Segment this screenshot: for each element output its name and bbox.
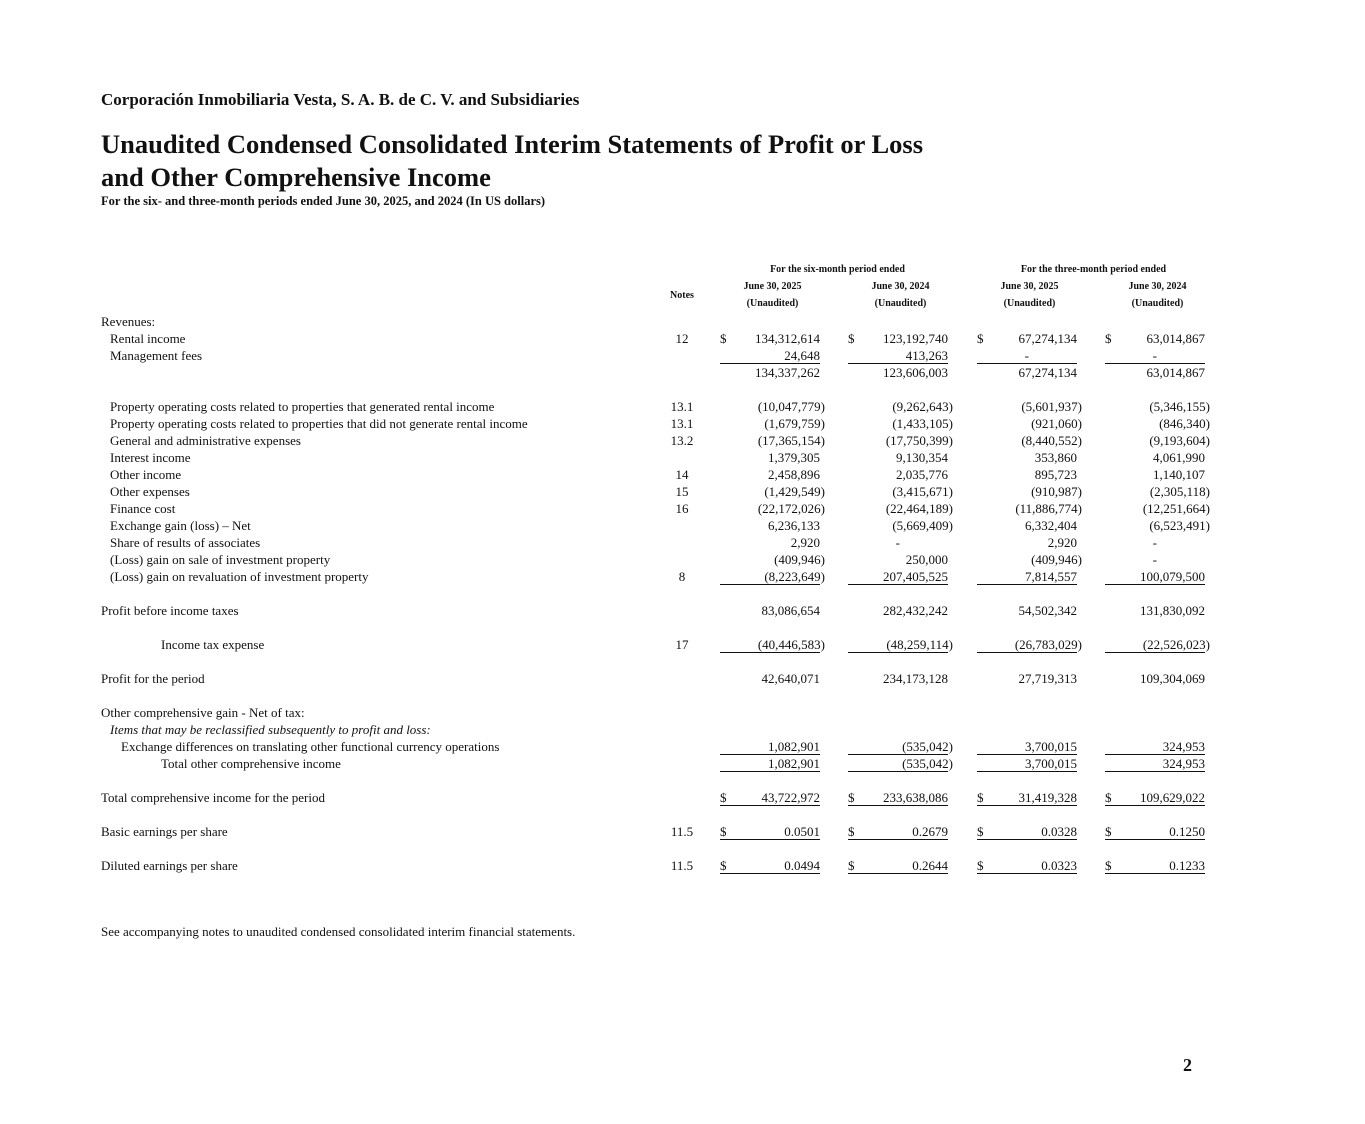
value-cell xyxy=(720,449,820,466)
row-label: Rental income xyxy=(110,331,186,346)
value-text: 207,405,525 xyxy=(883,569,948,584)
value-text: 0.2679 xyxy=(912,824,948,839)
value-text: 67,274,134 xyxy=(1018,331,1077,346)
value-cell xyxy=(1105,636,1210,653)
value-text: 63,014,867 xyxy=(1146,331,1205,346)
value-text: (1,679,759) xyxy=(764,416,825,431)
value-text: 27,719,313 xyxy=(1018,671,1077,686)
company-name: Corporación Inmobiliaria Vesta, S. A. B. de C. V. and Subsidiaries xyxy=(101,90,580,109)
value-text: (9,193,604) xyxy=(1149,433,1210,448)
currency-symbol: $ xyxy=(1105,824,1112,839)
value-text: (921,060) xyxy=(1031,416,1082,431)
value-cell xyxy=(848,602,948,619)
currency-symbol: $ xyxy=(1105,858,1112,873)
value-text: (3,415,671) xyxy=(892,484,953,499)
col2-status: (Unaudited) xyxy=(874,298,927,309)
row-label: General and administrative expenses xyxy=(110,433,301,448)
value-cell xyxy=(720,517,820,534)
value-cell xyxy=(848,755,953,772)
value-cell xyxy=(977,330,1077,347)
value-text: (409,946) xyxy=(1031,552,1082,567)
currency-symbol: $ xyxy=(848,790,855,805)
row-spacer xyxy=(101,772,1221,789)
value-text: 4,061,990 xyxy=(1153,450,1205,465)
value-cell xyxy=(720,483,825,500)
value-text: (2,305,118) xyxy=(1149,484,1210,499)
row-label: Diluted earnings per share xyxy=(101,858,238,873)
value-cell xyxy=(848,466,948,483)
value-cell xyxy=(848,500,953,517)
value-text: 0.2644 xyxy=(912,858,948,873)
value-cell xyxy=(720,636,825,653)
value-text: 43,722,972 xyxy=(761,790,820,805)
value-cell xyxy=(977,347,1077,364)
value-text: 123,192,740 xyxy=(883,331,948,346)
value-cell xyxy=(848,534,948,551)
statement-row xyxy=(101,551,1221,568)
statement-row xyxy=(101,636,1221,653)
value-text: 0.0328 xyxy=(1041,824,1077,839)
currency-symbol: $ xyxy=(848,858,855,873)
value-cell xyxy=(720,755,820,772)
value-text: 54,502,342 xyxy=(1018,603,1077,618)
value-cell xyxy=(848,670,948,687)
value-cell xyxy=(720,602,820,619)
value-text: 324,953 xyxy=(1162,739,1205,754)
value-cell xyxy=(1105,466,1205,483)
value-cell xyxy=(977,449,1077,466)
value-text: (17,365,154) xyxy=(757,433,825,448)
statement-row xyxy=(101,364,1221,381)
value-text: (1,429,549) xyxy=(764,484,825,499)
value-text: (8,223,649) xyxy=(764,569,825,584)
value-text: 3,700,015 xyxy=(1025,739,1077,754)
col3-date: June 30, 2025 xyxy=(1000,281,1059,292)
value-text: 233,638,086 xyxy=(883,790,948,805)
value-cell xyxy=(848,364,948,381)
value-cell xyxy=(977,823,1077,840)
value-text: (26,783,029) xyxy=(1014,637,1082,652)
value-text: (8,440,552) xyxy=(1021,433,1082,448)
value-text: 7,814,557 xyxy=(1025,569,1077,584)
row-note: 14 xyxy=(675,467,689,482)
value-text: 0.0501 xyxy=(784,824,820,839)
value-cell xyxy=(848,857,948,874)
row-note: 11.5 xyxy=(670,858,694,873)
row-label: Income tax expense xyxy=(161,637,265,652)
value-text: (6,523,491) xyxy=(1149,518,1210,533)
col3-status: (Unaudited) xyxy=(1003,298,1056,309)
row-label: Revenues: xyxy=(101,314,156,329)
value-cell xyxy=(720,534,820,551)
currency-symbol: $ xyxy=(1105,331,1112,346)
value-cell xyxy=(1105,483,1210,500)
value-cell xyxy=(1105,823,1205,840)
page-number: 2 xyxy=(1183,1055,1192,1075)
col1-status: (Unaudited) xyxy=(746,298,799,309)
value-text: (10,047,779) xyxy=(757,399,825,414)
value-cell xyxy=(1105,568,1205,585)
value-cell xyxy=(1105,432,1210,449)
currency-symbol: $ xyxy=(977,331,984,346)
value-text: (22,172,026) xyxy=(757,501,825,516)
value-cell xyxy=(848,789,948,806)
value-cell xyxy=(1105,755,1205,772)
value-text: 134,312,614 xyxy=(755,331,820,346)
value-text: (535,042) xyxy=(902,739,953,754)
value-text: (12,251,664) xyxy=(1142,501,1210,516)
value-cell xyxy=(720,330,820,347)
value-cell xyxy=(977,636,1082,653)
value-cell xyxy=(977,602,1077,619)
value-cell xyxy=(720,415,825,432)
statement-subtitle: For the six- and three-month periods ended June 30, 2025, and 2024 (In US dollars) xyxy=(101,194,546,208)
value-cell xyxy=(977,364,1077,381)
statement-row xyxy=(101,534,1221,551)
currency-symbol: $ xyxy=(848,824,855,839)
value-text: (409,946) xyxy=(774,552,825,567)
value-cell xyxy=(848,347,948,364)
value-cell xyxy=(848,636,953,653)
value-text: (5,346,155) xyxy=(1149,399,1210,414)
col2-date: June 30, 2024 xyxy=(871,281,930,292)
value-text: 6,332,404 xyxy=(1025,518,1077,533)
statement-row xyxy=(101,721,1221,738)
value-text: 234,173,128 xyxy=(883,671,948,686)
value-text: 2,458,896 xyxy=(768,467,820,482)
statement-title: Unaudited Condensed Consolidated Interim Statements of Profit or Loss and Other Comprehensive Income xyxy=(101,129,924,192)
value-cell xyxy=(1105,857,1205,874)
statement-row xyxy=(101,670,1221,687)
row-note: 16 xyxy=(675,501,689,516)
row-label: Exchange differences on translating other functional currency operations xyxy=(121,739,500,754)
row-label: Finance cost xyxy=(110,501,176,516)
currency-symbol: $ xyxy=(720,331,727,346)
value-cell xyxy=(848,432,953,449)
value-cell xyxy=(1105,415,1210,432)
three-month-header: For the three-month period ended xyxy=(1020,264,1167,275)
value-text: 2,920 xyxy=(1047,535,1077,550)
statement-row xyxy=(101,823,1221,840)
value-text: (22,526,023) xyxy=(1142,637,1210,652)
value-text: 131,830,092 xyxy=(1140,603,1205,618)
statement-row xyxy=(101,738,1221,755)
statement-row xyxy=(101,704,1221,721)
value-cell xyxy=(977,738,1077,755)
value-text: 109,629,022 xyxy=(1140,790,1205,805)
value-cell xyxy=(720,738,820,755)
value-text: - xyxy=(1152,535,1157,550)
row-label: Exchange gain (loss) – Net xyxy=(110,518,251,533)
row-spacer xyxy=(101,806,1221,823)
value-text: 2,920 xyxy=(790,535,820,550)
currency-symbol: $ xyxy=(977,824,984,839)
statement-row xyxy=(101,398,1221,415)
row-note: 13.1 xyxy=(670,399,694,414)
statement-table xyxy=(101,313,1221,874)
value-cell xyxy=(848,449,948,466)
value-cell xyxy=(977,534,1077,551)
row-label: Basic earnings per share xyxy=(101,824,228,839)
row-label: Property operating costs related to properties that generated rental income xyxy=(110,399,495,414)
value-text: (846,340) xyxy=(1159,416,1210,431)
value-cell xyxy=(720,857,820,874)
value-text: (48,259,114) xyxy=(886,637,953,652)
value-text: 83,086,654 xyxy=(761,603,820,618)
row-label: (Loss) gain on revaluation of investment property xyxy=(110,569,369,584)
value-text: 6,236,133 xyxy=(768,518,820,533)
currency-symbol: $ xyxy=(977,790,984,805)
value-text: 1,140,107 xyxy=(1153,467,1205,482)
value-text: 63,014,867 xyxy=(1146,365,1205,380)
value-cell xyxy=(848,330,948,347)
col1-date: June 30, 2025 xyxy=(743,281,802,292)
row-label: Other comprehensive gain - Net of tax: xyxy=(101,705,305,720)
row-spacer xyxy=(101,619,1221,636)
row-note: 11.5 xyxy=(670,824,694,839)
row-label: Other expenses xyxy=(110,484,190,499)
row-note: 17 xyxy=(675,637,689,652)
value-cell xyxy=(1105,500,1210,517)
statement-row xyxy=(101,517,1221,534)
statement-row xyxy=(101,755,1221,772)
row-spacer xyxy=(101,840,1221,857)
row-spacer xyxy=(101,687,1221,704)
row-label: Total other comprehensive income xyxy=(161,756,341,771)
row-label: (Loss) gain on sale of investment property xyxy=(110,552,331,567)
value-text: 895,723 xyxy=(1034,467,1077,482)
value-cell xyxy=(720,364,820,381)
statement-row xyxy=(101,415,1221,432)
row-label: Property operating costs related to properties that did not generate rental income xyxy=(110,416,528,431)
value-text: 353,860 xyxy=(1034,450,1077,465)
value-text: 0.0323 xyxy=(1041,858,1077,873)
value-text: 100,079,500 xyxy=(1140,569,1205,584)
value-cell xyxy=(720,432,825,449)
value-cell xyxy=(1105,670,1205,687)
value-text: 250,000 xyxy=(905,552,948,567)
value-text: 1,379,305 xyxy=(768,450,820,465)
currency-symbol: $ xyxy=(720,790,727,805)
value-text: 9,130,354 xyxy=(896,450,948,465)
value-cell xyxy=(1105,534,1205,551)
statement-row xyxy=(101,313,1221,330)
row-label: Management fees xyxy=(110,348,203,363)
value-cell xyxy=(848,517,953,534)
row-spacer xyxy=(101,585,1221,602)
value-text: (5,669,409) xyxy=(892,518,953,533)
value-text: 2,035,776 xyxy=(896,467,948,482)
currency-symbol: $ xyxy=(720,824,727,839)
value-text: 31,419,328 xyxy=(1018,790,1077,805)
value-cell xyxy=(848,483,953,500)
value-cell xyxy=(848,568,948,585)
value-text: 0.1250 xyxy=(1169,824,1205,839)
value-cell xyxy=(1105,789,1205,806)
statement-row xyxy=(101,500,1221,517)
row-label: Items that may be reclassified subsequently to profit and loss: xyxy=(110,722,431,737)
row-spacer xyxy=(101,381,1221,398)
statement-row xyxy=(101,432,1221,449)
six-month-header: For the six-month period ended xyxy=(770,264,905,275)
col4-date: June 30, 2024 xyxy=(1128,281,1187,292)
value-cell xyxy=(977,755,1077,772)
value-text: 282,432,242 xyxy=(883,603,948,618)
value-text: (9,262,643) xyxy=(892,399,953,414)
row-note: 8 xyxy=(678,569,686,584)
statement-row xyxy=(101,602,1221,619)
value-cell xyxy=(977,432,1082,449)
statement-row xyxy=(101,857,1221,874)
value-cell xyxy=(1105,449,1205,466)
value-cell xyxy=(977,466,1077,483)
row-note: 13.1 xyxy=(670,416,694,431)
statement-row xyxy=(101,789,1221,806)
value-text: - xyxy=(1024,348,1029,363)
row-label: Profit before income taxes xyxy=(101,603,239,618)
value-text: (5,601,937) xyxy=(1021,399,1082,414)
value-cell xyxy=(977,789,1077,806)
row-note: 15 xyxy=(675,484,689,499)
value-text: - xyxy=(1152,348,1157,363)
value-cell xyxy=(848,551,948,568)
value-cell xyxy=(720,347,820,364)
statement-row xyxy=(101,483,1221,500)
value-cell xyxy=(720,789,820,806)
row-label: Other income xyxy=(110,467,182,482)
value-text: 0.0494 xyxy=(784,858,820,873)
statement-row xyxy=(101,330,1221,347)
value-cell xyxy=(848,738,953,755)
value-text: 0.1233 xyxy=(1169,858,1205,873)
value-cell xyxy=(977,517,1077,534)
value-cell xyxy=(977,568,1077,585)
value-cell xyxy=(977,670,1077,687)
currency-symbol: $ xyxy=(720,858,727,873)
value-text: (535,042) xyxy=(902,756,953,771)
value-text: 42,640,071 xyxy=(761,671,820,686)
value-text: (40,446,583) xyxy=(757,637,825,652)
row-label: Share of results of associates xyxy=(110,535,261,550)
row-label: Total comprehensive income for the period xyxy=(101,790,325,805)
value-cell xyxy=(1105,330,1205,347)
value-text: - xyxy=(895,535,900,550)
currency-symbol: $ xyxy=(848,331,855,346)
value-cell xyxy=(848,398,953,415)
footer-note: See accompanying notes to unaudited condensed consolidated interim financial statements. xyxy=(101,924,576,939)
value-text: 324,953 xyxy=(1162,756,1205,771)
value-cell xyxy=(720,823,820,840)
value-cell xyxy=(1105,398,1210,415)
value-text: (17,750,399) xyxy=(885,433,953,448)
value-cell xyxy=(977,415,1082,432)
value-text: 413,263 xyxy=(905,348,948,363)
col4-status: (Unaudited) xyxy=(1131,298,1184,309)
value-cell xyxy=(977,857,1077,874)
value-text: - xyxy=(1152,552,1157,567)
value-text: (22,464,189) xyxy=(885,501,953,516)
value-text: 123,606,003 xyxy=(883,365,948,380)
value-cell xyxy=(720,670,820,687)
value-text: (910,987) xyxy=(1031,484,1082,499)
value-cell xyxy=(1105,551,1205,568)
notes-header: Notes xyxy=(670,290,694,301)
value-cell xyxy=(977,483,1082,500)
value-cell xyxy=(720,466,820,483)
value-text: 67,274,134 xyxy=(1018,365,1077,380)
value-cell xyxy=(848,415,953,432)
value-cell xyxy=(848,823,948,840)
value-text: 1,082,901 xyxy=(768,756,820,771)
statement-row xyxy=(101,347,1221,364)
row-note: 12 xyxy=(675,331,689,346)
value-cell xyxy=(720,551,825,568)
value-cell xyxy=(1105,517,1210,534)
value-cell xyxy=(977,398,1082,415)
value-text: (1,433,105) xyxy=(892,416,953,431)
value-text: 134,337,262 xyxy=(755,365,820,380)
value-cell xyxy=(720,398,825,415)
row-label: Profit for the period xyxy=(101,671,205,686)
value-cell xyxy=(1105,738,1205,755)
value-cell xyxy=(1105,364,1205,381)
value-cell xyxy=(977,500,1082,517)
value-text: 3,700,015 xyxy=(1025,756,1077,771)
row-label: Interest income xyxy=(110,450,191,465)
row-note: 13.2 xyxy=(670,433,694,448)
value-cell xyxy=(1105,347,1205,364)
statement-row xyxy=(101,466,1221,483)
value-text: 24,648 xyxy=(784,348,820,363)
value-text: (11,886,774) xyxy=(1015,501,1082,516)
row-spacer xyxy=(101,653,1221,670)
statement-row xyxy=(101,449,1221,466)
value-cell xyxy=(977,551,1082,568)
value-cell xyxy=(1105,602,1205,619)
value-text: 1,082,901 xyxy=(768,739,820,754)
value-cell xyxy=(720,568,825,585)
currency-symbol: $ xyxy=(1105,790,1112,805)
value-cell xyxy=(720,500,825,517)
currency-symbol: $ xyxy=(977,858,984,873)
statement-row xyxy=(101,568,1221,585)
value-text: 109,304,069 xyxy=(1140,671,1205,686)
